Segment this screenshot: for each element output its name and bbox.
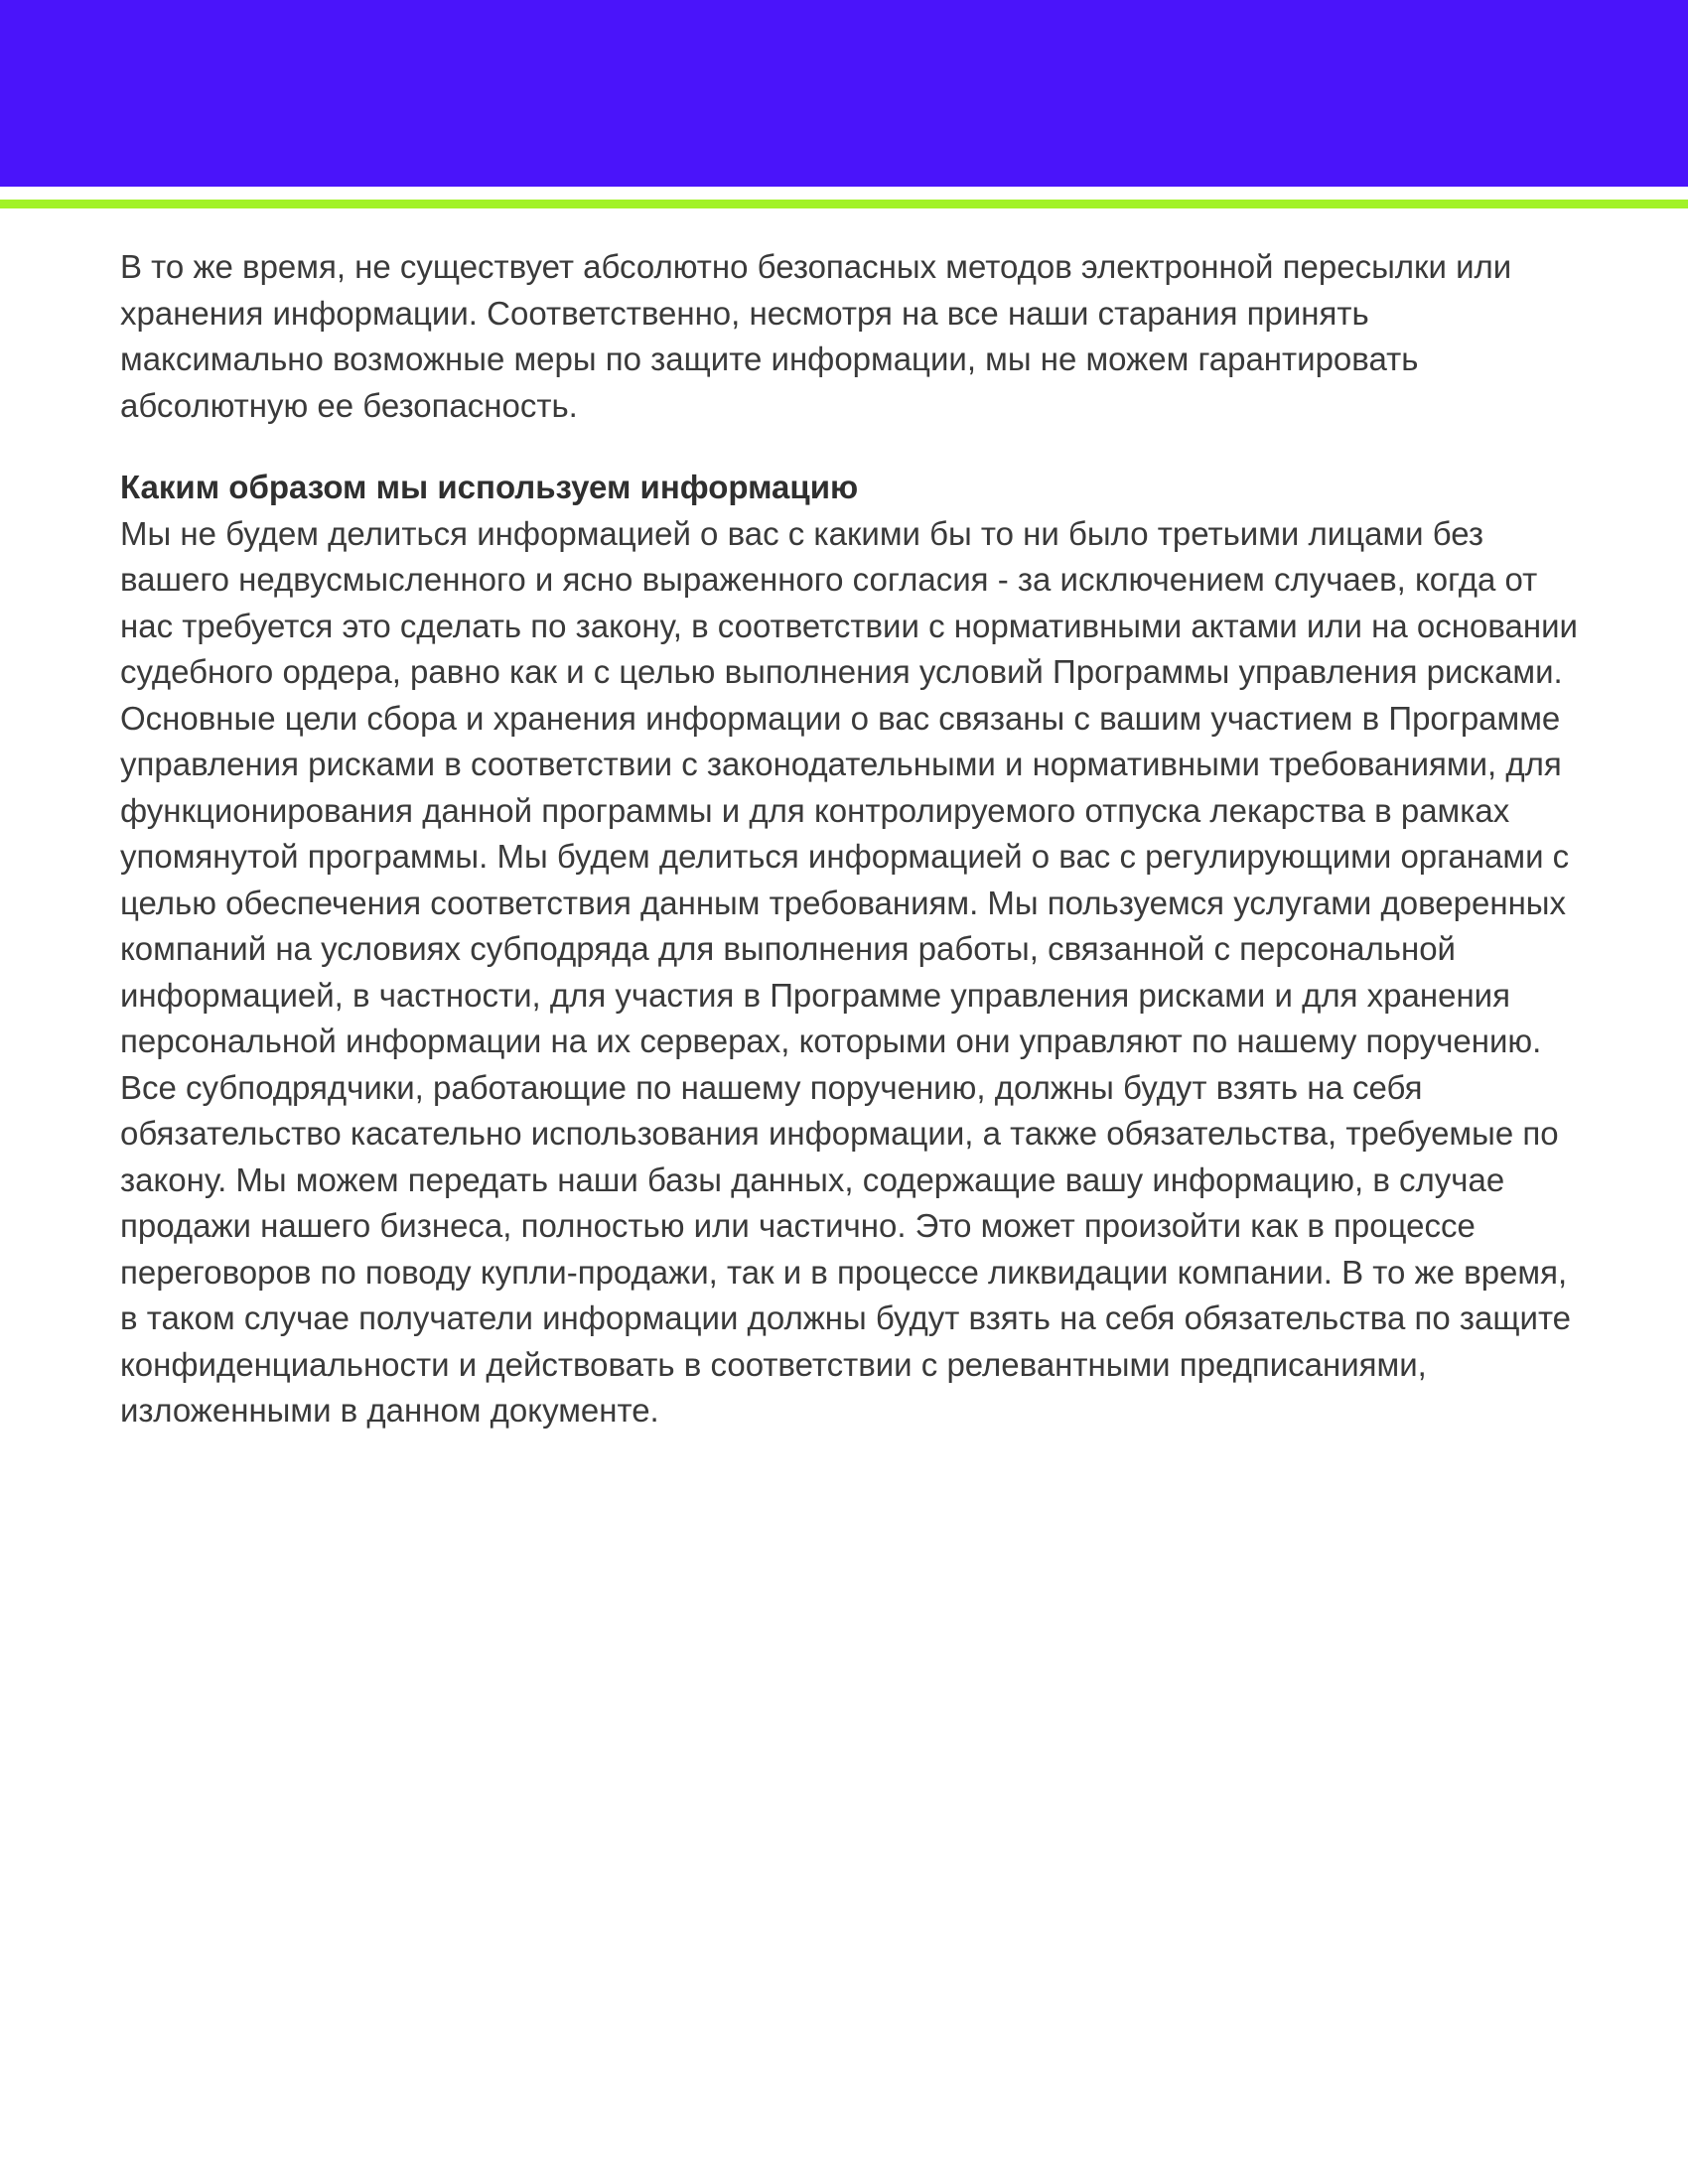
paragraph-information-use: Мы не будем делиться информацией о вас с какими бы то ни было третьими лицами без вашего недвусмысленного и ясно выраженного согласия - за исключением случаев, когда от нас требуется это сделать по закону, в соответствии с нормативными актами или на основании судебного ордера, равно как и с целью выполнения условий Программы управления рисками. Основные цели сбора и хранения информации о вас связаны с вашим участием в Программе управления рисками в соответствии с законодательными и нормативными требованиями, для функционирования данной программы и для контролируемого отпуска лекарства в рамках упомянутой программы. Мы будем делиться информацией о вас с регулирующими органами с целью обеспечения соответствия данным требованиям. Мы пользуемся услугами доверенных компаний на условиях субподряда для выполнения работы, связанной с персональной информацией, в частности, для участия в Программе управления рисками и для хранения персональной информации на их серверах, которыми они управляют по нашему поручению. Все субподрядчики, работающие по нашему поручению, должны будут взять на себя обязательство касательно использования информации, а также обязательства, требуемые по закону. Мы можем передать наши базы данных, содержащие вашу информацию, в случае продажи нашего бизнеса, полностью или частично. Это может произойти как в процессе переговоров по поводу купли-продажи, так и в процессе ликвидации компании. В то же время, в таком случае получатели информации должны будут взять на себя обязательства по защите конфиденциальности и действовать в соответствии с релевантными предписаниями, изложенными в данном документе. <box>120 514 1578 1429</box>
document-body <box>120 244 1580 1434</box>
paragraph-security: В то же время, не существует абсолютно безопасных методов электронной пересылки или хранения информации. Соответственно, несмотря на все наши старания принять максимально возможные меры по защите информации, мы не можем гарантировать абсолютную ее безопасность. <box>120 248 1512 424</box>
section-heading: Каким образом мы используем информацию <box>120 469 859 505</box>
accent-line <box>0 200 1688 208</box>
header-band <box>0 0 1688 187</box>
